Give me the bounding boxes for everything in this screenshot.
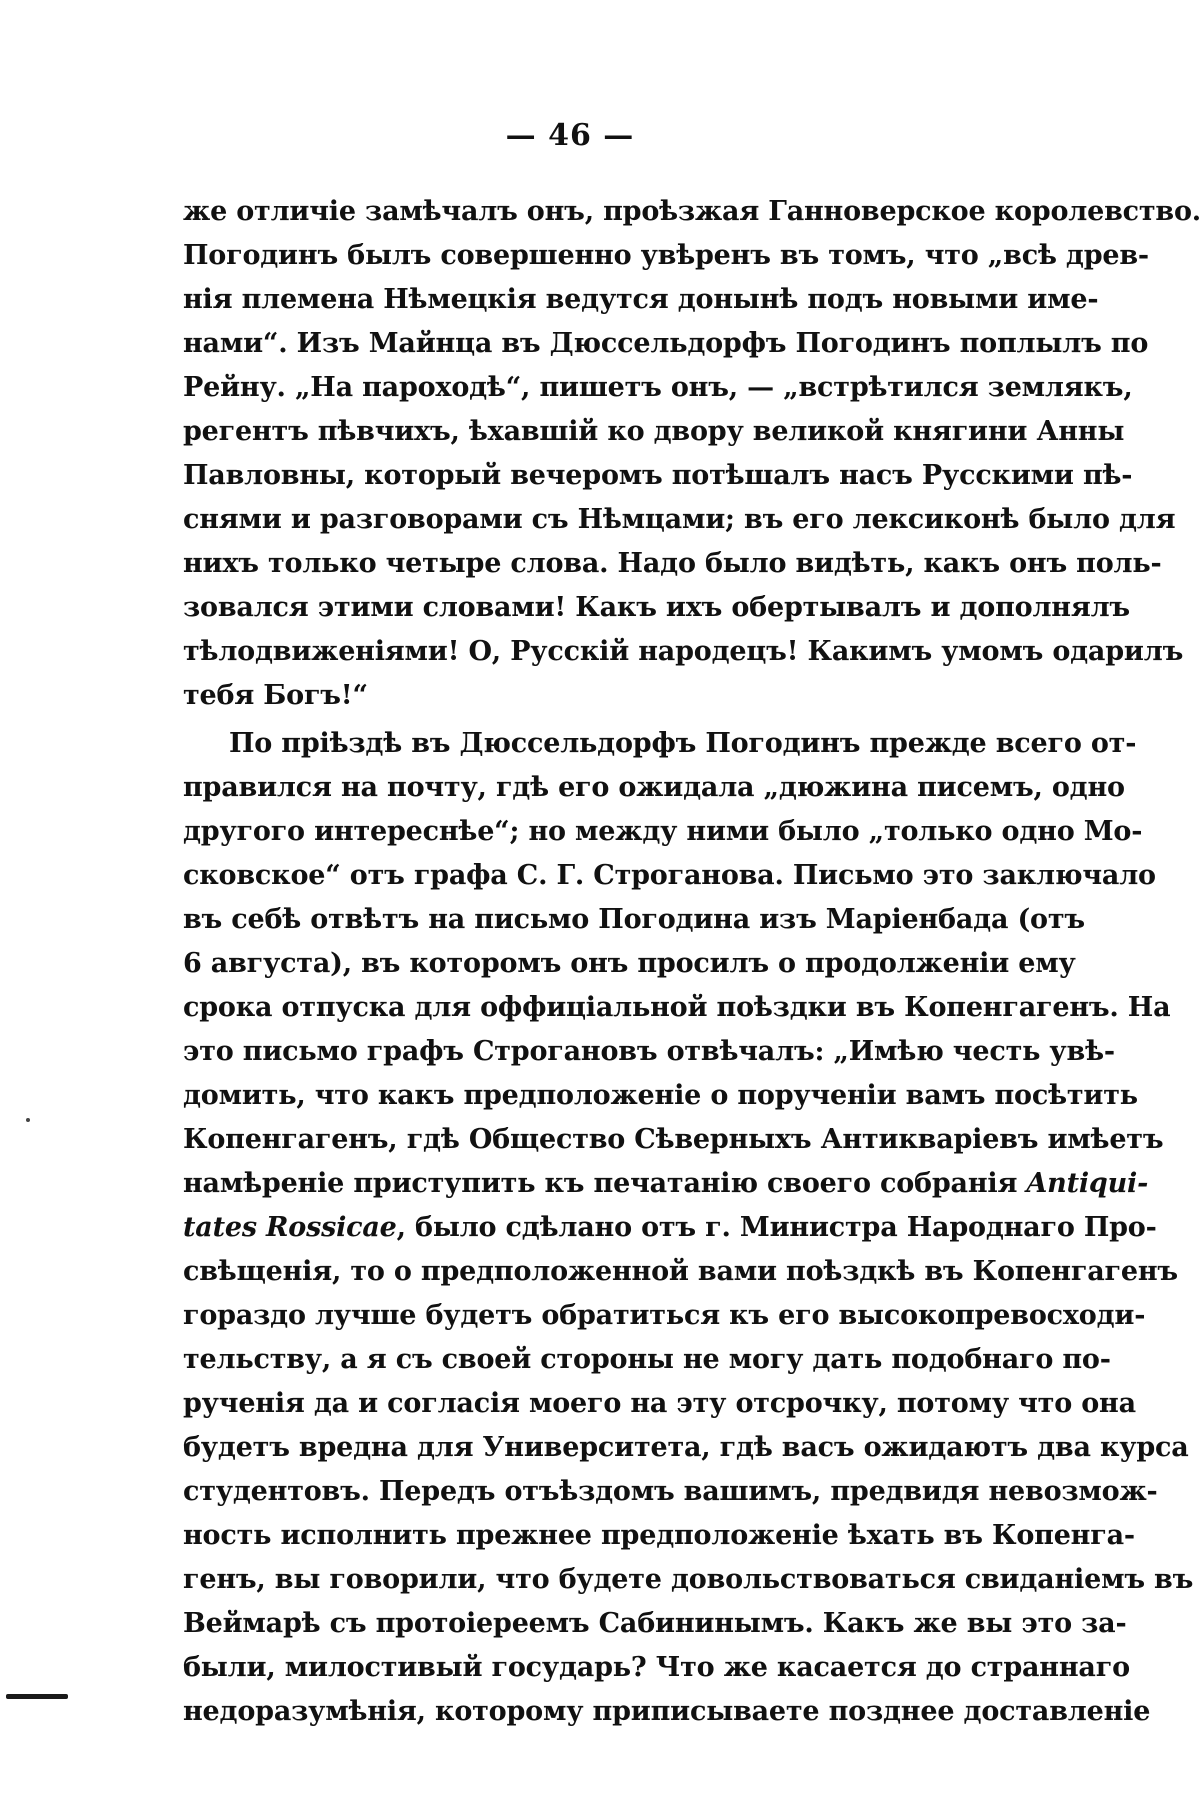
text-line: ность исполнить прежнее предположеніе ѣхать въ Копенга-	[183, 1520, 1135, 1551]
text-line: Рейну. „На пароходѣ“, пишетъ онъ, — „встрѣтился землякъ,	[183, 372, 1133, 403]
text-line: Павловны, который вечеромъ потѣшалъ насъ Русскими пѣ-	[183, 460, 1133, 491]
text-line: же отличіе замѣчалъ онъ, проѣзжая Ганноверское королевство.	[183, 196, 1201, 227]
italic-fragment: Antiqui-	[1026, 1168, 1149, 1199]
text-line: тѣлодвиженіями! О, Русскій народецъ! Какимъ умомъ одарилъ	[183, 636, 1184, 667]
italic-fragment: tates Rossicae	[183, 1212, 397, 1243]
text-line-with-italic	[183, 1162, 1149, 1206]
text-line: регентъ пѣвчихъ, ѣхавшій ко двору великой княгини Анны	[183, 416, 1125, 447]
text-line: Копенгагенъ, гдѣ Общество Сѣверныхъ Антикваріевъ имѣетъ	[183, 1124, 1164, 1155]
text-line: тебя Богъ!“	[183, 680, 368, 711]
margin-speck	[26, 1118, 30, 1122]
text-line: были, милостивый государь? Что же касается до страннаго	[183, 1652, 1130, 1683]
text-line: будетъ вредна для Университета, гдѣ васъ ожидаютъ два курса	[183, 1432, 1189, 1463]
text-line: зовался этими словами! Какъ ихъ обертывалъ и дополнялъ	[183, 592, 1130, 623]
text-line: снями и разговорами съ Нѣмцами; въ его лексиконѣ было для	[183, 504, 1176, 535]
text-fragment: намѣреніе приступить къ печатанію своего собранія	[183, 1168, 1027, 1199]
text-line: нія племена Нѣмецкія ведутся донынѣ подъ новыми име-	[183, 284, 1099, 315]
text-line: свѣщенія, то о предположенной вами поѣздкѣ въ Копенгагенъ	[183, 1256, 1178, 1287]
text-line: сковское“ отъ графа С. Г. Строганова. Письмо это заключало	[183, 860, 1156, 891]
text-line: Веймарѣ съ протоіереемъ Сабининымъ. Какъ же вы это за-	[183, 1608, 1127, 1639]
text-line: Погодинъ былъ совершенно увѣренъ въ томъ, что „всѣ древ-	[183, 240, 1149, 271]
text-line: 6 августа), въ которомъ онъ просилъ о продолженіи ему	[183, 948, 1076, 979]
text-line: тельству, а я съ своей стороны не могу дать подобнаго по-	[183, 1344, 1111, 1375]
text-line: рученія да и согласія моего на эту отсрочку, потому что она	[183, 1388, 1136, 1419]
text-fragment: , было сдѣлано отъ г. Министра Народнаго Про-	[396, 1212, 1157, 1243]
text-line: студентовъ. Передъ отъѣздомъ вашимъ, предвидя невозмож-	[183, 1476, 1158, 1507]
text-line: домить, что какъ предположеніе о порученіи вамъ посѣтить	[183, 1080, 1138, 1111]
text-line: гораздо лучше будетъ обратиться къ его высокопревосходи-	[183, 1300, 1146, 1331]
page-number: — 46 —	[505, 118, 635, 153]
text-line-with-italic	[183, 1206, 1157, 1250]
text-line: другого интереснѣе“; но между ними было „только одно Мо-	[183, 816, 1143, 847]
text-line: правился на почту, гдѣ его ожидала „дюжина писемъ, одно	[183, 772, 1125, 803]
text-line: нихъ только четыре слова. Надо было видѣть, какъ онъ поль-	[183, 548, 1162, 579]
text-line: нами“. Изъ Майнца въ Дюссельдорфъ Погодинъ поплылъ по	[183, 328, 1149, 359]
text-line: въ себѣ отвѣтъ на письмо Погодина изъ Маріенбада (отъ	[183, 904, 1085, 935]
text-line: срока отпуска для оффиціальной поѣздки въ Копенгагенъ. На	[183, 992, 1171, 1023]
body-text	[183, 190, 1201, 1734]
text-line: генъ, вы говорили, что будете довольствоваться свиданіемъ въ	[183, 1564, 1194, 1595]
text-line: недоразумѣнія, которому приписываете позднее доставленіе	[183, 1696, 1151, 1727]
text-line: По пріѣздѣ въ Дюссельдорфъ Погодинъ прежде всего от-	[229, 728, 1137, 759]
text-line: это письмо графъ Строгановъ отвѣчалъ: „Имѣю честь увѣ-	[183, 1036, 1115, 1067]
margin-ink-mark	[6, 1694, 68, 1699]
